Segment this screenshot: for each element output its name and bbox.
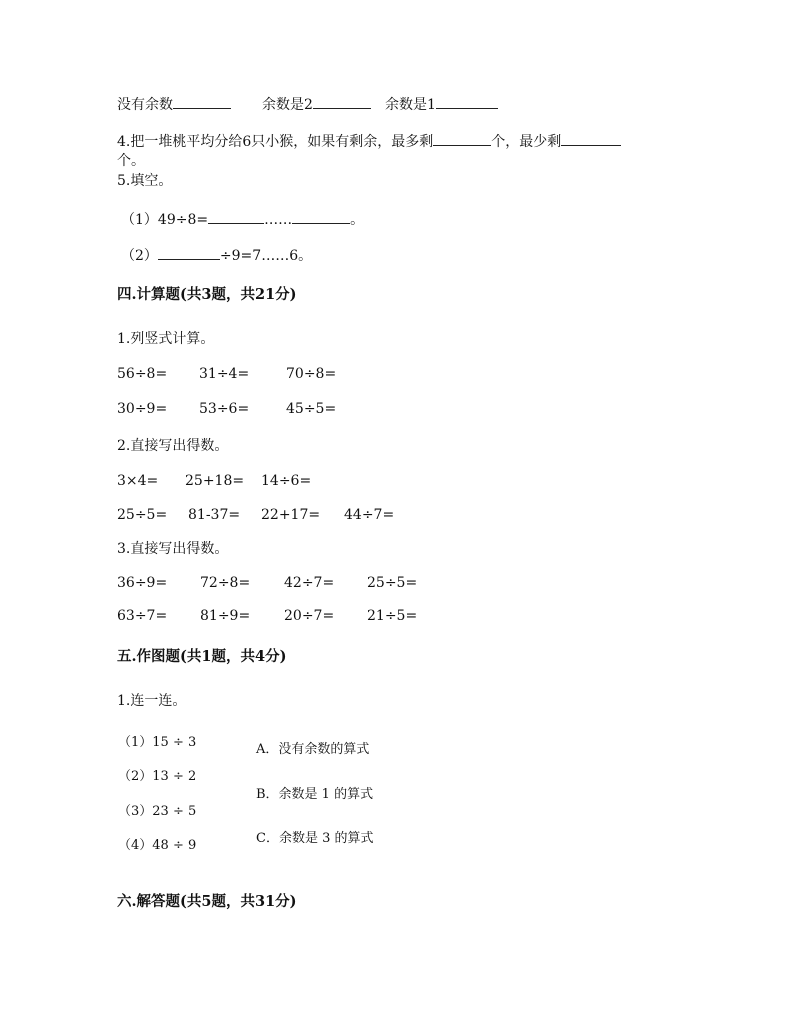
- expression: 3×4=: [117, 473, 159, 489]
- expression: 20÷7=: [284, 608, 335, 624]
- sec5-q1-title: 1.连一连。: [117, 693, 187, 709]
- q3-option-no-remainder: 没有余数: [117, 97, 173, 113]
- q4-wrap: 个。: [117, 153, 145, 169]
- q3-option-remainder-2: 余数是2: [262, 97, 313, 113]
- expression: 70÷8=: [286, 366, 337, 382]
- section-4-heading: 四.计算题(共3题，共21分): [117, 286, 297, 303]
- matching-left-item[interactable]: （4）48 ÷ 9: [118, 838, 197, 853]
- expression: 25÷5=: [367, 575, 418, 591]
- expression: 72÷8=: [200, 575, 251, 591]
- sec4-q1-title: 1.列竖式计算。: [117, 331, 215, 347]
- expression: 44÷7=: [344, 507, 395, 523]
- section-6-heading: 六.解答题(共5题，共31分): [117, 893, 297, 910]
- expression: 14÷6=: [261, 473, 312, 489]
- expression: 81-37=: [188, 507, 241, 523]
- expression: 25+18=: [185, 473, 245, 489]
- answer-blank[interactable]: [436, 94, 498, 109]
- answer-blank[interactable]: [173, 94, 231, 109]
- answer-blank[interactable]: [158, 245, 220, 260]
- expression: 63÷7=: [117, 608, 168, 624]
- expression: 25÷5=: [117, 507, 168, 523]
- matching-right-item[interactable]: C．余数是 3 的算式: [256, 831, 374, 846]
- expression: 45÷5=: [286, 401, 337, 417]
- section-5-heading: 五.作图题(共1题，共4分): [117, 648, 287, 665]
- matching-left-item[interactable]: （3）23 ÷ 5: [118, 804, 197, 819]
- q5-item-2-label: （2）: [121, 248, 158, 264]
- q4-mid: 个，最少剩: [491, 134, 562, 150]
- expression: 56÷8=: [117, 366, 168, 382]
- q3-option-remainder-1: 余数是1: [385, 97, 436, 113]
- answer-blank[interactable]: [433, 131, 491, 146]
- sec4-q2-title: 2.直接写出得数。: [117, 438, 229, 454]
- expression: 31÷4=: [199, 366, 250, 382]
- expression: 81÷9=: [200, 608, 251, 624]
- sec4-q3-title: 3.直接写出得数。: [117, 541, 229, 557]
- matching-left-item[interactable]: （1）15 ÷ 3: [118, 735, 197, 750]
- q3-option-remainder-1-line: [385, 94, 498, 114]
- expression: 42÷7=: [284, 575, 335, 591]
- answer-blank[interactable]: [313, 94, 371, 109]
- matching-right-item[interactable]: B．余数是 1 的算式: [256, 787, 374, 802]
- expression: 21÷5=: [367, 608, 418, 624]
- q5-item-1-label: （1）49÷8=: [121, 212, 209, 228]
- q4-line: [117, 131, 621, 151]
- answer-blank[interactable]: [292, 209, 350, 224]
- q5-item-1-dots: ……: [264, 212, 293, 228]
- answer-blank[interactable]: [208, 209, 264, 224]
- q5-item-1: [121, 209, 364, 229]
- expression: 53÷6=: [199, 401, 250, 417]
- q5-item-1-end: 。: [350, 212, 365, 228]
- expression: 22+17=: [261, 507, 321, 523]
- matching-left-item[interactable]: （2）13 ÷ 2: [118, 769, 197, 784]
- q3-continuation-line: [117, 94, 231, 114]
- q5-item-2-rest: ÷9=7……6。: [219, 248, 313, 264]
- expression: 36÷9=: [117, 575, 168, 591]
- q5-title: 5.填空。: [117, 173, 173, 189]
- matching-right-item[interactable]: A．没有余数的算式: [256, 742, 370, 757]
- q4-prefix: 4.把一堆桃平均分给6只小猴，如果有剩余，最多剩: [117, 134, 434, 150]
- q5-item-2: [121, 245, 312, 265]
- expression: 30÷9=: [117, 401, 168, 417]
- answer-blank[interactable]: [561, 131, 621, 146]
- q3-option-remainder-2-line: [262, 94, 371, 114]
